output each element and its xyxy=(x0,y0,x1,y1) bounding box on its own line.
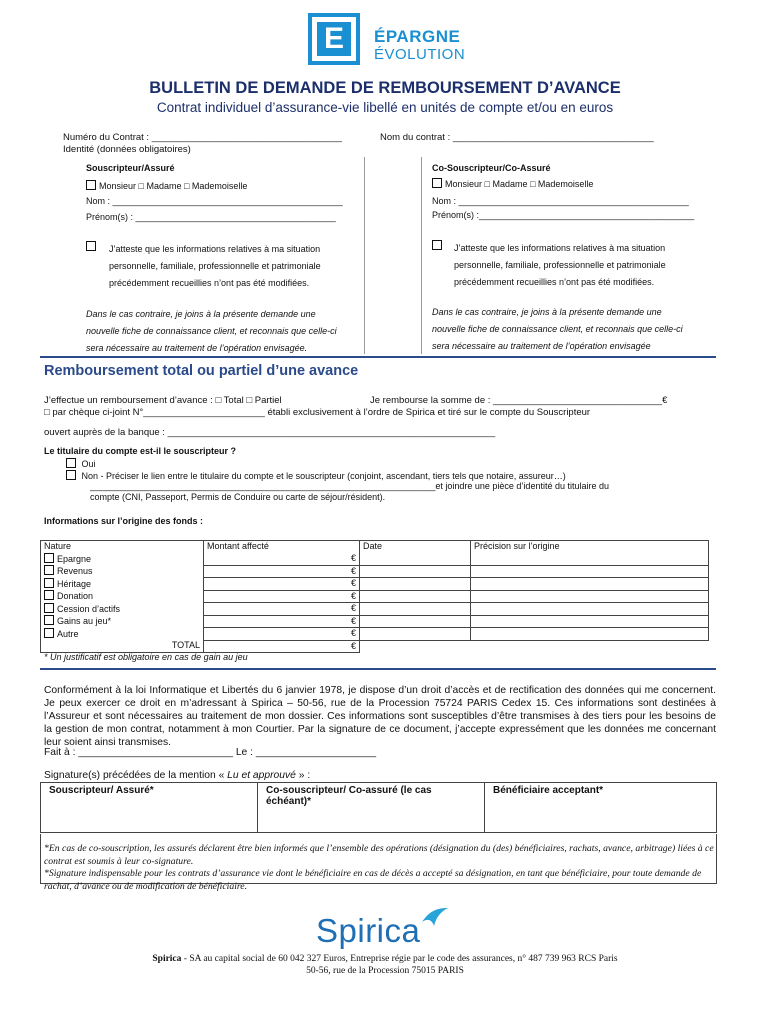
logo-line1: ÉPARGNE xyxy=(374,27,461,46)
contrary-line: sera nécessaire au traitement de l’opération envisagée xyxy=(432,341,651,351)
nature-label: Cession d’actifs xyxy=(57,603,121,614)
footer-address: 50-56, rue de la Procession 75015 PARIS xyxy=(306,966,464,976)
subscriber-heading: Souscripteur/Assuré xyxy=(86,163,175,173)
checkbox[interactable] xyxy=(44,628,54,638)
empty-cell xyxy=(471,640,709,653)
total-amount-cell[interactable]: € xyxy=(204,640,360,653)
amount-cell[interactable]: € xyxy=(204,615,360,628)
checkbox[interactable] xyxy=(432,178,442,188)
civility-text: Monsieur □ Madame □ Mademoiselle xyxy=(445,179,594,189)
cheque-line[interactable]: □ par chèque ci-joint N°_______________________ établi exclusivement à l’ordre de Spirica et tiré sur le compte du Souscripteur xyxy=(44,407,591,418)
spirica-wordmark: Spirica xyxy=(316,912,421,949)
holder-question: Le titulaire du compte est-il le souscripteur ? xyxy=(44,446,237,456)
total-label: TOTAL xyxy=(41,640,204,653)
nature-label: Revenus xyxy=(57,566,93,576)
date-cell[interactable] xyxy=(360,565,471,578)
origin-heading: Informations sur l’origine des fonds : xyxy=(44,516,204,526)
checkbox[interactable] xyxy=(44,603,54,613)
date-cell[interactable] xyxy=(360,628,471,641)
amount-cell[interactable]: € xyxy=(204,578,360,591)
checkbox[interactable] xyxy=(86,180,96,190)
checkbox[interactable] xyxy=(432,240,442,250)
checkbox[interactable] xyxy=(86,241,96,251)
total-row xyxy=(41,640,709,653)
signature-table xyxy=(40,782,717,833)
sig-beneficiary[interactable]: Bénéficiaire acceptant* xyxy=(485,783,717,833)
logo-e-box xyxy=(308,13,360,65)
attest-line: précédemment recueillies n’ont pas été modifiées. xyxy=(109,278,310,288)
table-row[interactable] xyxy=(41,565,709,578)
precision-cell[interactable] xyxy=(471,578,709,591)
table-row[interactable] xyxy=(41,628,709,641)
nature-label: Gains au jeu* xyxy=(57,616,112,626)
subscriber-civility[interactable] xyxy=(86,180,247,191)
place-date-field[interactable]: Fait à : ___________________________ Le : _____________________ xyxy=(44,747,377,758)
table-row[interactable] xyxy=(41,603,709,616)
holder-no-label: Non - Préciser le lien entre le titulaire du compte et le souscripteur (conjoint, ascendant, tiers tels que notaire, assureur…) xyxy=(81,471,566,481)
cosubscriber-attest-text xyxy=(454,240,716,291)
amount-cell[interactable]: € xyxy=(204,553,360,566)
subscriber-prenom-field[interactable]: Prénom(s) : ________________________________________ xyxy=(86,212,336,222)
table-row[interactable] xyxy=(41,578,709,591)
precision-cell[interactable] xyxy=(471,603,709,616)
col-precision: Précision sur l’origine xyxy=(471,541,709,553)
origin-table xyxy=(40,540,709,653)
checkbox[interactable] xyxy=(66,458,76,468)
repayment-type-line[interactable]: J’effectue un remboursement d’avance : □ Total □ Partiel xyxy=(44,395,282,406)
cosubscriber-nom-field[interactable]: Nom : ______________________________________________ xyxy=(432,196,689,206)
bank-field[interactable]: ouvert auprès de la banque : ______________________________________________________________ xyxy=(44,427,496,438)
repayment-amount-field[interactable]: Je rembourse la somme de : ________________________________€ xyxy=(370,395,668,406)
date-cell[interactable] xyxy=(360,590,471,603)
holder-link-field[interactable]: _____________________________________________________________________et joindre une pièce d’identité du titulaire du xyxy=(90,481,609,491)
signature-row xyxy=(41,783,717,833)
subscriber-contrary-text xyxy=(86,306,337,357)
holder-yes-label: Oui xyxy=(81,459,96,469)
page-subtitle: Contrat individuel d’assurance-vie libellé en unités de compte et/ou en euros xyxy=(156,100,614,115)
origin-note: * Un justificatif est obligatoire en cas de gain au jeu xyxy=(44,652,248,662)
cosubscriber-contrary-text xyxy=(432,304,683,355)
nature-cell[interactable] xyxy=(41,628,204,641)
checkbox[interactable] xyxy=(44,553,54,563)
contrary-line: nouvelle fiche de connaissance client, et reconnais que celle-ci xyxy=(86,326,337,336)
nature-cell[interactable] xyxy=(41,590,204,603)
date-cell[interactable] xyxy=(360,578,471,591)
sig-cosubscriber[interactable]: Co-souscripteur/ Co-assuré (le cas échéant)* xyxy=(258,783,485,833)
attest-line: J’atteste que les informations relatives à ma situation xyxy=(109,244,321,254)
precision-cell[interactable] xyxy=(471,565,709,578)
date-cell[interactable] xyxy=(360,553,471,566)
holder-doc-text: compte (CNI, Passeport, Permis de Conduire ou carte de séjour/résident). xyxy=(90,492,386,502)
contrary-line: sera nécessaire au traitement de l’opération envisagée. xyxy=(86,343,308,353)
nature-cell[interactable] xyxy=(41,603,204,616)
bird-icon xyxy=(420,906,450,928)
amount-cell[interactable]: € xyxy=(204,590,360,603)
repayment-heading: Remboursement total ou partiel d’une avance xyxy=(44,363,359,379)
cosubscriber-prenom-field[interactable]: Prénom(s) :___________________________________________ xyxy=(432,210,695,220)
nature-label: Epargne xyxy=(57,553,92,564)
table-row[interactable] xyxy=(41,615,709,628)
divider xyxy=(40,668,716,670)
civility-text: Monsieur □ Madame □ Mademoiselle xyxy=(99,181,248,191)
logo-e-inner: E xyxy=(317,22,351,56)
nature-label: Autre xyxy=(57,628,79,639)
amount-cell[interactable]: € xyxy=(204,603,360,616)
footer-company-name: Spirica xyxy=(152,954,182,964)
col-montant: Montant affecté xyxy=(204,541,360,553)
footer-company-details: - SA au capital social de 60 042 327 Euros, Entreprise régie par le code des assurances, n° 487 739 963 RCS Paris xyxy=(181,954,618,964)
contrary-line: Dans le cas contraire, je joins à la présente demande une xyxy=(86,309,316,319)
subscriber-nom-field[interactable]: Nom : ______________________________________________ xyxy=(86,196,343,206)
cosubscriber-attest-checkbox[interactable] xyxy=(432,240,445,251)
checkbox[interactable] xyxy=(44,578,54,588)
attest-line: personnelle, familiale, professionnelle et patrimoniale xyxy=(109,261,321,271)
precision-cell[interactable] xyxy=(471,553,709,566)
divider xyxy=(40,356,716,358)
page-title: BULLETIN DE DEMANDE DE REMBOURSEMENT D’AVANCE xyxy=(149,79,621,97)
amount-cell[interactable]: € xyxy=(204,628,360,641)
nature-label: Héritage xyxy=(57,578,92,589)
spirica-logo xyxy=(316,906,456,956)
subscriber-attest-text xyxy=(109,241,365,292)
sig-subscriber[interactable]: Souscripteur/ Assuré* xyxy=(41,783,258,833)
contract-number-field[interactable]: Numéro du Contrat : ____________________________________ xyxy=(63,132,342,143)
nature-cell[interactable] xyxy=(41,553,204,566)
holder-yes[interactable] xyxy=(66,458,96,469)
epargne-evolution-logo xyxy=(308,13,468,73)
col-nature: Nature xyxy=(41,541,204,553)
amount-cell[interactable]: € xyxy=(204,565,360,578)
checkbox[interactable] xyxy=(44,565,54,575)
holder-no[interactable] xyxy=(66,470,716,481)
attest-line: J’atteste que les informations relatives à ma situation xyxy=(454,243,666,253)
nature-cell[interactable] xyxy=(41,565,204,578)
cosubscriber-heading: Co-Souscripteur/Co-Assuré xyxy=(432,163,551,173)
contract-name-field[interactable]: Nom du contrat : ______________________________________ xyxy=(380,132,654,143)
contrary-line: nouvelle fiche de connaissance client, et reconnais que celle-ci xyxy=(432,324,683,334)
subscriber-attest-checkbox[interactable] xyxy=(86,241,99,252)
contrary-line: Dans le cas contraire, je joins à la présente demande une xyxy=(432,307,662,317)
sig-intro-b: Lu et approuvé xyxy=(227,770,296,781)
empty-cell xyxy=(360,640,471,653)
checkbox[interactable] xyxy=(44,615,54,625)
precision-cell[interactable] xyxy=(471,628,709,641)
logo-line2: ÉVOLUTION xyxy=(374,46,466,63)
sig-intro-c: » : xyxy=(295,770,311,781)
sig-intro-a: Signature(s) précédées de la mention « xyxy=(44,770,228,781)
date-cell[interactable] xyxy=(360,615,471,628)
nature-cell[interactable] xyxy=(41,615,204,628)
cosubscriber-civility[interactable] xyxy=(432,178,593,189)
table-row[interactable] xyxy=(41,590,709,603)
footer-company xyxy=(0,954,770,964)
col-date: Date xyxy=(360,541,471,553)
nature-cell[interactable] xyxy=(41,578,204,591)
precision-cell[interactable] xyxy=(471,590,709,603)
attest-line: personnelle, familiale, professionnelle et patrimoniale xyxy=(454,260,666,270)
table-row[interactable] xyxy=(41,553,709,566)
footnote-2: *Signature indispensable pour les contrats d’assurance vie dont le bénéficiaire en cas de décès a accepté sa désignation, en tant que bénéficiaire, pour toute demande de rachat, d’avance ou de modification de bénéficiaire. xyxy=(44,868,702,892)
table-header xyxy=(41,541,709,553)
attest-line: précédemment recueillies n’ont pas été modifiées. xyxy=(454,277,655,287)
precision-cell[interactable] xyxy=(471,615,709,628)
identity-label: Identité (données obligatoires) xyxy=(63,144,191,155)
checkbox[interactable] xyxy=(66,470,76,480)
footnote-1: *En cas de co-souscription, les assurés déclarent être bien informés que l’ensemble des opérations (désignation du (des) bénéficiaires, rachats, avance, arbitrage) liées à ce contrat est soumis à leur co-signature. xyxy=(44,843,714,867)
signature-intro xyxy=(44,770,310,781)
legal-paragraph: Conformément à la loi Informatique et Libertés du 6 janvier 1978, je dispose d’un droit d’accès et de rectification des données qui me concernent. Je peux exercer ce droit en m’adressant à Spirica – 50-56, rue de la Procession 75724 PARIS Cedex 15. Ces informations sont destinées à l’Assureur et sont nécessaires au traitement de mon dossier. Ces informations sont susceptibles d’être transmises à des tiers pour les besoins de la gestion de mon contrat, notamment à mon Courtier. Par la signature de ce document, j’accepte expressément que les données me concernant leur soient ainsi transmises. xyxy=(44,685,716,748)
checkbox[interactable] xyxy=(44,590,54,600)
nature-label: Donation xyxy=(57,591,94,601)
date-cell[interactable] xyxy=(360,603,471,616)
